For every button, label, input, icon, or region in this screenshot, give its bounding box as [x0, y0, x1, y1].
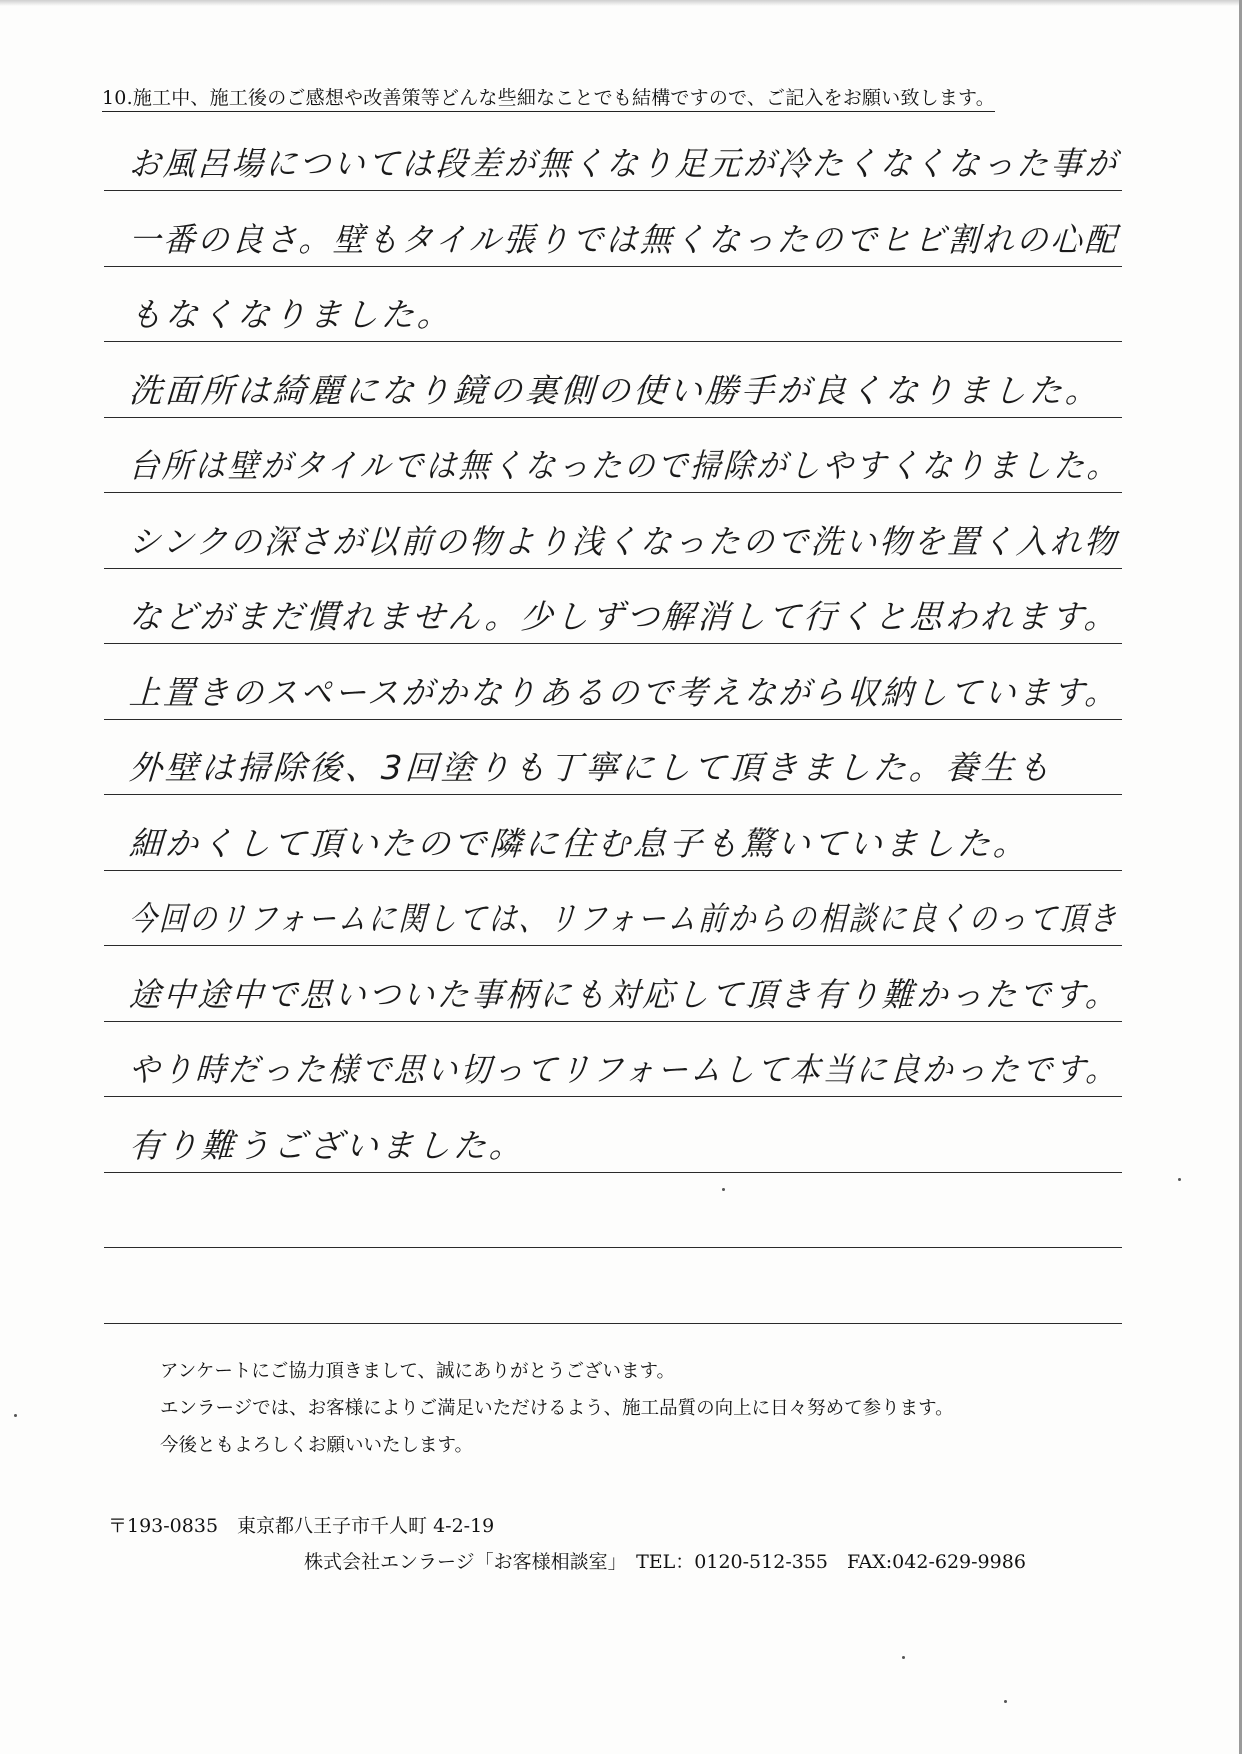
- answer-rule: [104, 1172, 1122, 1173]
- answer-rule: [104, 719, 1122, 720]
- answer-rule: [104, 190, 1122, 191]
- answer-rule: [104, 1021, 1122, 1022]
- answer-rule: [104, 492, 1122, 493]
- handwritten-line: シンクの深さが以前の物より浅くなったので洗い物を置く入れ物: [128, 522, 1120, 561]
- handwritten-line: やり時だった様で思い切ってリフォームして本当に良かったです。: [128, 1050, 1120, 1089]
- scan-speck: [722, 1188, 725, 1191]
- answer-rule: [104, 266, 1122, 267]
- answer-rule: [104, 643, 1122, 644]
- handwritten-line: 洗面所は綺麗になり鏡の裏側の使い勝手が良くなりました。: [128, 371, 1103, 410]
- handwritten-line: 一番の良さ。壁もタイル張りでは無くなったのでヒビ割れの心配: [128, 220, 1121, 259]
- handwritten-line: 外壁は掃除後、3回塗りも丁寧にして頂きました。養生も: [128, 748, 1055, 787]
- answer-rule: [104, 1247, 1122, 1248]
- answer-rule: [104, 341, 1122, 342]
- scan-speck: [1004, 1700, 1007, 1703]
- scan-speck: [14, 1414, 17, 1417]
- answer-rule: [104, 870, 1122, 871]
- answer-rule: [104, 1323, 1122, 1324]
- closing-line-2: エンラージでは、お客様によりご満足いただけるよう、施工品質の向上に日々努めて参ります。: [160, 1398, 954, 1419]
- postal-address: 〒193-0835 東京都八王子市千人町 4-2-19: [108, 1515, 495, 1537]
- handwritten-line: 台所は壁がタイルでは無くなったので掃除がしやすくなりました。: [128, 446, 1121, 485]
- handwritten-line: お風呂場については段差が無くなり足元が冷たくなくなった事が: [128, 144, 1121, 183]
- closing-line-1: アンケートにご協力頂きまして、誠にありがとうございます。: [160, 1361, 676, 1382]
- answer-rule: [104, 1096, 1122, 1097]
- question-heading: 10.施工中、施工後のご感想や改善策等どんな些細なことでも結構ですので、ご記入をお願い致します。: [102, 86, 995, 112]
- scan-speck: [1178, 1178, 1181, 1181]
- answer-rule: [104, 945, 1122, 946]
- closing-line-3: 今後ともよろしくお願いいたします。: [160, 1435, 474, 1456]
- handwritten-line: などがまだ慣れません。少しずつ解消して行くと思われます。: [128, 597, 1121, 636]
- handwritten-line: 細かくして頂いたので隣に住む息子も驚いていました。: [128, 824, 1031, 863]
- answer-rule: [104, 794, 1122, 795]
- handwritten-line: 途中途中で思いついた事柄にも対応して頂き有り難かったです。: [128, 975, 1121, 1014]
- handwritten-line: 上置きのスペースがかなりあるので考えながら収納しています。: [128, 673, 1120, 712]
- handwritten-line: 今回のリフォームに関しては、リフォーム前からの相談に良くのって頂き: [128, 899, 1121, 938]
- answer-rule: [104, 417, 1122, 418]
- scan-speck: [902, 1656, 905, 1659]
- answer-rule: [104, 568, 1122, 569]
- handwritten-line: もなくなりました。: [128, 295, 455, 334]
- handwritten-line: 有り難うございました。: [128, 1126, 527, 1165]
- company-contact: 株式会社エンラージ「お客様相談室」 TEL：0120-512-355 FAX:042-629-9986: [304, 1551, 1026, 1573]
